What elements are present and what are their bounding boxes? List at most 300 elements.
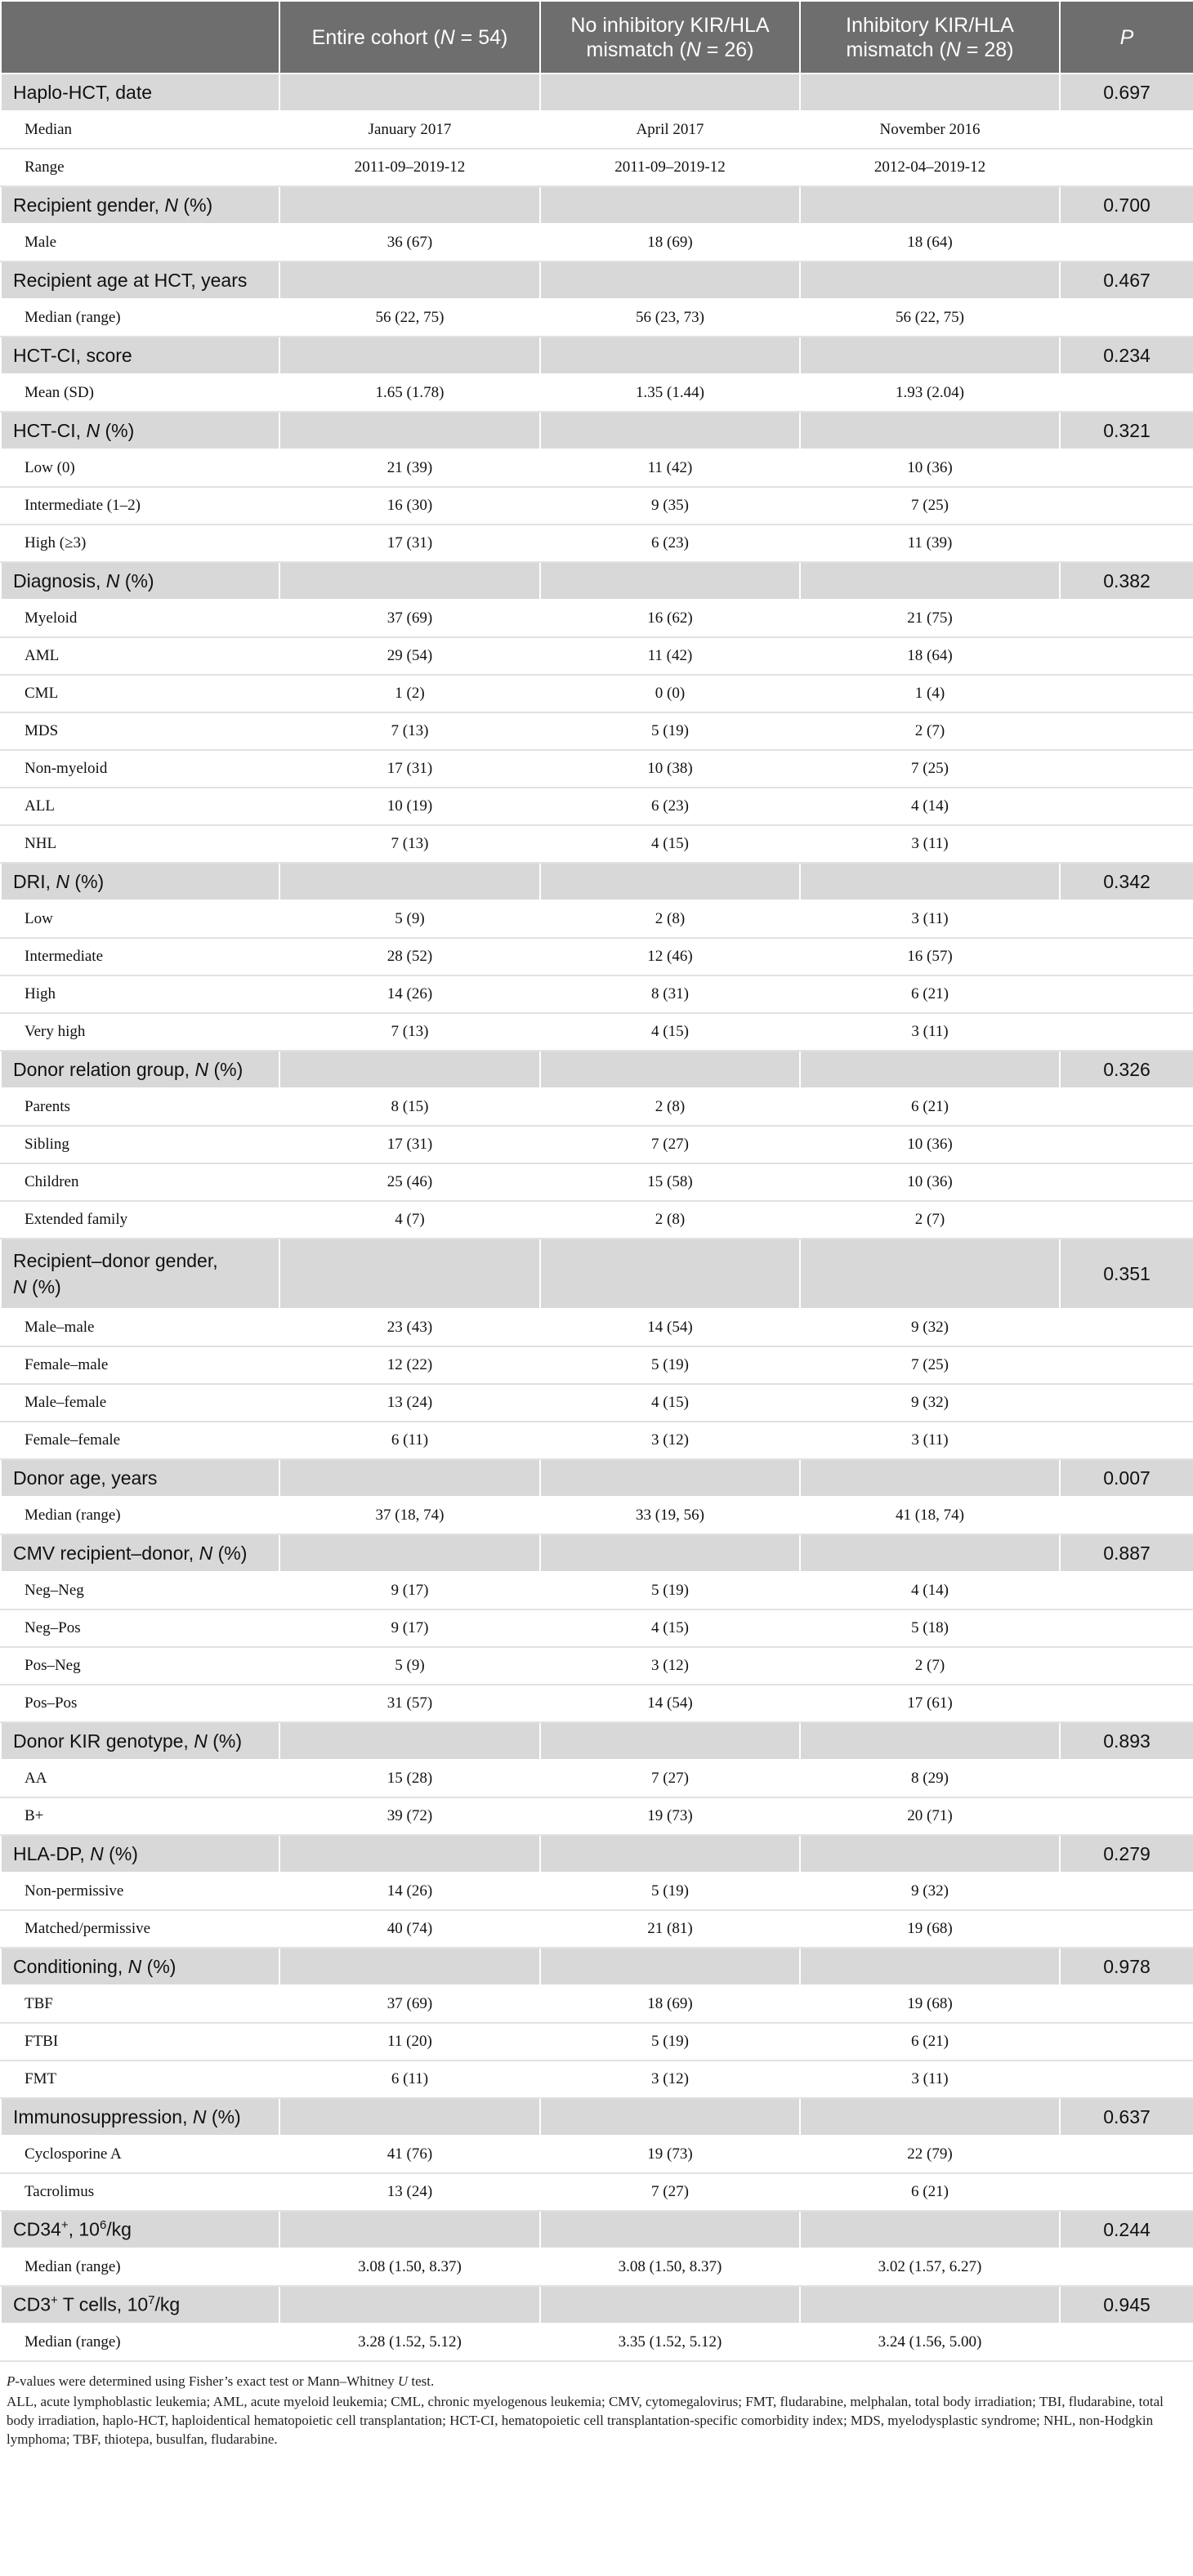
no-mismatch-value: 56 (23, 73) (540, 299, 800, 337)
entire-cohort-value: 13 (24) (279, 2173, 540, 2211)
no-mismatch-value: 7 (27) (540, 1760, 800, 1797)
entire-cohort-value: 1 (2) (279, 675, 540, 712)
section-label: Recipient gender, N (%) (1, 186, 279, 224)
entire-cohort-value: 9 (17) (279, 1572, 540, 1609)
section-label: Haplo-HCT, date (1, 74, 279, 111)
mismatch-value: 4 (14) (800, 1572, 1060, 1609)
table-row (1, 449, 1193, 487)
header-mismatch: Inhibitory KIR/HLA mismatch (N = 28) (800, 1, 1060, 74)
section-row (1, 863, 1193, 900)
p-value-empty (1060, 1163, 1193, 1201)
p-value-empty (1060, 2060, 1193, 2098)
entire-cohort-value: 10 (19) (279, 788, 540, 825)
mismatch-value: 1 (4) (800, 675, 1060, 712)
section-empty-cell (540, 2211, 800, 2248)
section-empty-cell (279, 1239, 540, 1309)
mismatch-value: 5 (18) (800, 1609, 1060, 1647)
p-value-empty (1060, 2023, 1193, 2060)
section-empty-cell (279, 1534, 540, 1572)
entire-cohort-value: 17 (31) (279, 525, 540, 562)
no-mismatch-value: 11 (42) (540, 637, 800, 675)
no-mismatch-value: 12 (46) (540, 938, 800, 975)
row-label: Median (1, 111, 279, 149)
p-value-empty (1060, 1346, 1193, 1384)
section-empty-cell (540, 1722, 800, 1760)
table-row (1, 1797, 1193, 1835)
section-empty-cell (800, 261, 1060, 299)
section-row (1, 1051, 1193, 1088)
section-empty-cell (800, 1534, 1060, 1572)
p-value-empty (1060, 825, 1193, 863)
entire-cohort-value: 39 (72) (279, 1797, 540, 1835)
section-label-part: /kg (154, 2293, 181, 2315)
table-row (1, 1013, 1193, 1051)
entire-cohort-value: 5 (9) (279, 900, 540, 938)
row-label: Cyclosporine A (1, 2136, 279, 2173)
section-empty-cell (800, 562, 1060, 600)
table-row (1, 2060, 1193, 2098)
p-value-empty (1060, 1309, 1193, 1346)
no-mismatch-value: 3.35 (1.52, 5.12) (540, 2324, 800, 2361)
section-empty-cell (540, 1835, 800, 1873)
italic-n: N (127, 1955, 142, 1977)
row-label: Intermediate (1–2) (1, 487, 279, 525)
entire-cohort-value: 17 (31) (279, 1126, 540, 1163)
italic-n: N (199, 1542, 213, 1564)
no-mismatch-value: 7 (27) (540, 1126, 800, 1163)
table-row (1, 1346, 1193, 1384)
row-label: Median (range) (1, 2324, 279, 2361)
table-row (1, 1985, 1193, 2023)
p-value: 0.382 (1060, 562, 1193, 600)
entire-cohort-value: 7 (13) (279, 825, 540, 863)
section-row (1, 2286, 1193, 2324)
mismatch-value: 4 (14) (800, 788, 1060, 825)
section-empty-cell (800, 1459, 1060, 1497)
entire-cohort-value: 1.65 (1.78) (279, 374, 540, 412)
p-value: 0.342 (1060, 863, 1193, 900)
section-row (1, 337, 1193, 374)
p-value-empty (1060, 712, 1193, 750)
p-value-empty (1060, 1013, 1193, 1051)
section-empty-cell (279, 261, 540, 299)
section-row (1, 186, 1193, 224)
section-row (1, 1948, 1193, 1985)
row-label: TBF (1, 1985, 279, 2023)
row-label: Male–male (1, 1309, 279, 1346)
p-value-empty (1060, 224, 1193, 261)
no-mismatch-value: 4 (15) (540, 1384, 800, 1422)
mismatch-value: 2 (7) (800, 1647, 1060, 1685)
section-empty-cell (540, 74, 800, 111)
mismatch-value: 6 (21) (800, 1088, 1060, 1126)
mismatch-value: 9 (32) (800, 1309, 1060, 1346)
table-row (1, 1497, 1193, 1534)
row-label: Very high (1, 1013, 279, 1051)
no-mismatch-value: 3 (12) (540, 1422, 800, 1459)
section-row (1, 1239, 1193, 1309)
italic-n: N (194, 1058, 209, 1080)
table-row (1, 1910, 1193, 1948)
section-empty-cell (279, 2211, 540, 2248)
p-value: 0.007 (1060, 1459, 1193, 1497)
table-row (1, 1647, 1193, 1685)
section-empty-cell (279, 1051, 540, 1088)
entire-cohort-value: 6 (11) (279, 2060, 540, 2098)
section-empty-cell (800, 186, 1060, 224)
row-label: ALL (1, 788, 279, 825)
header-empty-cell (1, 1, 279, 74)
mismatch-value: 3 (11) (800, 1013, 1060, 1051)
no-mismatch-value: 16 (62) (540, 600, 800, 637)
row-label: Myeloid (1, 600, 279, 637)
section-row (1, 261, 1193, 299)
table-row (1, 1163, 1193, 1201)
entire-cohort-value: 29 (54) (279, 637, 540, 675)
p-value-empty (1060, 1797, 1193, 1835)
italic-n: N (86, 419, 101, 441)
section-empty-cell (800, 1239, 1060, 1309)
p-value: 0.234 (1060, 337, 1193, 374)
mismatch-value: 2012-04–2019-12 (800, 149, 1060, 186)
no-mismatch-value: 14 (54) (540, 1309, 800, 1346)
row-label: AML (1, 637, 279, 675)
section-empty-cell (540, 1051, 800, 1088)
entire-cohort-value: 7 (13) (279, 712, 540, 750)
mismatch-value: 56 (22, 75) (800, 299, 1060, 337)
header-p-value: P (1060, 1, 1193, 74)
section-row (1, 2098, 1193, 2136)
row-label: Intermediate (1, 938, 279, 975)
entire-cohort-value: 28 (52) (279, 938, 540, 975)
section-label: Immunosuppression, N (%) (1, 2098, 279, 2136)
mismatch-value: November 2016 (800, 111, 1060, 149)
no-mismatch-value: 19 (73) (540, 1797, 800, 1835)
mismatch-value: 16 (57) (800, 938, 1060, 975)
mismatch-value: 10 (36) (800, 1126, 1060, 1163)
no-mismatch-value: 3 (12) (540, 1647, 800, 1685)
p-value: 0.279 (1060, 1835, 1193, 1873)
section-label: Donor KIR genotype, N (%) (1, 1722, 279, 1760)
p-value: 0.893 (1060, 1722, 1193, 1760)
p-value-empty (1060, 1760, 1193, 1797)
section-row (1, 1835, 1193, 1873)
row-label: CML (1, 675, 279, 712)
mismatch-value: 2 (7) (800, 1201, 1060, 1239)
section-empty-cell (800, 1722, 1060, 1760)
section-empty-cell (800, 2286, 1060, 2324)
row-label: Non-myeloid (1, 750, 279, 788)
mismatch-value: 3.24 (1.56, 5.00) (800, 2324, 1060, 2361)
entire-cohort-value: 8 (15) (279, 1088, 540, 1126)
no-mismatch-value: 19 (73) (540, 2136, 800, 2173)
no-mismatch-value: 5 (19) (540, 1346, 800, 1384)
mismatch-value: 18 (64) (800, 637, 1060, 675)
table-row (1, 1126, 1193, 1163)
p-value-empty (1060, 1985, 1193, 2023)
no-mismatch-value: 18 (69) (540, 1985, 800, 2023)
p-value-empty (1060, 2324, 1193, 2361)
mismatch-value: 1.93 (2.04) (800, 374, 1060, 412)
p-value-empty (1060, 1647, 1193, 1685)
mismatch-value: 11 (39) (800, 525, 1060, 562)
entire-cohort-value: 3.08 (1.50, 8.37) (279, 2248, 540, 2286)
p-value-empty (1060, 449, 1193, 487)
section-label: HCT-CI, N (%) (1, 412, 279, 449)
no-mismatch-value: 6 (23) (540, 525, 800, 562)
row-label: Non-permissive (1, 1873, 279, 1910)
entire-cohort-value: 31 (57) (279, 1685, 540, 1722)
p-value-empty (1060, 1873, 1193, 1910)
table-row (1, 2023, 1193, 2060)
section-empty-cell (800, 2098, 1060, 2136)
section-label: HCT-CI, score (1, 337, 279, 374)
section-empty-cell (800, 2211, 1060, 2248)
row-label: Range (1, 149, 279, 186)
section-empty-cell (540, 562, 800, 600)
mismatch-value: 8 (29) (800, 1760, 1060, 1797)
p-value-empty (1060, 1088, 1193, 1126)
row-label: B+ (1, 1797, 279, 1835)
p-value-empty (1060, 788, 1193, 825)
italic-n: N (56, 870, 70, 892)
section-empty-cell (279, 74, 540, 111)
no-mismatch-value: 9 (35) (540, 487, 800, 525)
table-row (1, 1572, 1193, 1609)
entire-cohort-value: 40 (74) (279, 1910, 540, 1948)
section-empty-cell (800, 1948, 1060, 1985)
section-label: Donor age, years (1, 1459, 279, 1497)
mismatch-value: 9 (32) (800, 1873, 1060, 1910)
row-label: Neg–Neg (1, 1572, 279, 1609)
section-empty-cell (279, 1835, 540, 1873)
p-value-empty (1060, 299, 1193, 337)
mismatch-value: 19 (68) (800, 1985, 1060, 2023)
p-value: 0.978 (1060, 1948, 1193, 1985)
row-label: FMT (1, 2060, 279, 2098)
no-mismatch-value: 7 (27) (540, 2173, 800, 2211)
table-row (1, 825, 1193, 863)
section-empty-cell (800, 412, 1060, 449)
table-row (1, 1760, 1193, 1797)
p-value-empty (1060, 149, 1193, 186)
no-mismatch-value: 0 (0) (540, 675, 800, 712)
table-row (1, 600, 1193, 637)
no-mismatch-value: 2011-09–2019-12 (540, 149, 800, 186)
row-label: Male–female (1, 1384, 279, 1422)
entire-cohort-value: January 2017 (279, 111, 540, 149)
no-mismatch-value: 18 (69) (540, 224, 800, 261)
row-label: Median (range) (1, 1497, 279, 1534)
entire-cohort-value: 13 (24) (279, 1384, 540, 1422)
no-mismatch-value: 10 (38) (540, 750, 800, 788)
section-empty-cell (540, 1459, 800, 1497)
section-empty-cell (279, 2098, 540, 2136)
row-label: High (≥3) (1, 525, 279, 562)
section-label-part: 7 (148, 2293, 155, 2308)
p-value-empty (1060, 2248, 1193, 2286)
header-no-mismatch: No inhibitory KIR/HLA mismatch (N = 26) (540, 1, 800, 74)
mismatch-value: 9 (32) (800, 1384, 1060, 1422)
section-label (1, 2211, 279, 2248)
section-empty-cell (540, 2286, 800, 2324)
section-label-line1: Recipient–donor gender, (13, 1250, 218, 1271)
row-label: NHL (1, 825, 279, 863)
entire-cohort-value: 56 (22, 75) (279, 299, 540, 337)
section-empty-cell (540, 337, 800, 374)
entire-cohort-value: 25 (46) (279, 1163, 540, 1201)
section-empty-cell (279, 412, 540, 449)
italic-n: N (192, 2105, 207, 2127)
mismatch-value: 7 (25) (800, 1346, 1060, 1384)
section-empty-cell (800, 1051, 1060, 1088)
row-label: Extended family (1, 1201, 279, 1239)
table-row (1, 374, 1193, 412)
p-value-empty (1060, 900, 1193, 938)
no-mismatch-value: 1.35 (1.44) (540, 374, 800, 412)
table-header-row (1, 1, 1193, 74)
table-row (1, 1609, 1193, 1647)
entire-cohort-value: 5 (9) (279, 1647, 540, 1685)
section-row (1, 562, 1193, 600)
table-row (1, 750, 1193, 788)
table-row (1, 938, 1193, 975)
section-label: DRI, N (%) (1, 863, 279, 900)
section-label: HLA-DP, N (%) (1, 1835, 279, 1873)
italic-n: N (13, 1276, 27, 1297)
section-empty-cell (540, 186, 800, 224)
mismatch-value: 20 (71) (800, 1797, 1060, 1835)
section-row (1, 74, 1193, 111)
no-mismatch-value: 4 (15) (540, 1609, 800, 1647)
p-value-empty (1060, 525, 1193, 562)
row-label: Tacrolimus (1, 2173, 279, 2211)
p-value-empty (1060, 675, 1193, 712)
no-mismatch-value: 2 (8) (540, 1201, 800, 1239)
table-row (1, 788, 1193, 825)
table-row (1, 1384, 1193, 1422)
p-value-empty (1060, 374, 1193, 412)
table-row (1, 149, 1193, 186)
italic-n: N (90, 1842, 104, 1864)
entire-cohort-value: 2011-09–2019-12 (279, 149, 540, 186)
p-value-empty (1060, 1609, 1193, 1647)
entire-cohort-value: 37 (69) (279, 600, 540, 637)
p-value: 0.945 (1060, 2286, 1193, 2324)
entire-cohort-value: 23 (43) (279, 1309, 540, 1346)
no-mismatch-value: 21 (81) (540, 1910, 800, 1948)
no-mismatch-value: 33 (19, 56) (540, 1497, 800, 1534)
p-value-empty (1060, 1201, 1193, 1239)
entire-cohort-value: 11 (20) (279, 2023, 540, 2060)
row-label: Male (1, 224, 279, 261)
table-row (1, 2136, 1193, 2173)
section-empty-cell (279, 2286, 540, 2324)
mismatch-value: 3 (11) (800, 900, 1060, 938)
table-row (1, 2173, 1193, 2211)
p-value-empty (1060, 1126, 1193, 1163)
section-label-line2: N (%) (13, 1276, 61, 1297)
section-empty-cell (279, 562, 540, 600)
p-value: 0.700 (1060, 186, 1193, 224)
mismatch-value: 3.02 (1.57, 6.27) (800, 2248, 1060, 2286)
entire-cohort-value: 4 (7) (279, 1201, 540, 1239)
entire-cohort-value: 9 (17) (279, 1609, 540, 1647)
entire-cohort-value: 17 (31) (279, 750, 540, 788)
section-empty-cell (279, 1459, 540, 1497)
no-mismatch-value: 15 (58) (540, 1163, 800, 1201)
section-empty-cell (540, 2098, 800, 2136)
mismatch-value: 41 (18, 74) (800, 1497, 1060, 1534)
no-mismatch-value: April 2017 (540, 111, 800, 149)
section-empty-cell (279, 863, 540, 900)
section-empty-cell (800, 863, 1060, 900)
section-label: Donor relation group, N (%) (1, 1051, 279, 1088)
section-empty-cell (540, 863, 800, 900)
p-value: 0.326 (1060, 1051, 1193, 1088)
entire-cohort-value: 21 (39) (279, 449, 540, 487)
row-label: Children (1, 1163, 279, 1201)
no-mismatch-value: 2 (8) (540, 1088, 800, 1126)
mismatch-value: 7 (25) (800, 487, 1060, 525)
mismatch-value: 6 (21) (800, 2023, 1060, 2060)
section-label-part: + (60, 2218, 69, 2233)
mismatch-value: 10 (36) (800, 449, 1060, 487)
table-row (1, 1422, 1193, 1459)
mismatch-value: 18 (64) (800, 224, 1060, 261)
table-row (1, 299, 1193, 337)
no-mismatch-value: 8 (31) (540, 975, 800, 1013)
mismatch-value: 19 (68) (800, 1910, 1060, 1948)
section-empty-cell (540, 1239, 800, 1309)
section-row (1, 1534, 1193, 1572)
section-empty-cell (800, 1835, 1060, 1873)
table-row (1, 487, 1193, 525)
no-mismatch-value: 5 (19) (540, 712, 800, 750)
section-label-part: T cells, 10 (57, 2293, 149, 2315)
table-row (1, 1201, 1193, 1239)
section-label-part: CD34 (13, 2218, 61, 2240)
section-label (1, 1239, 279, 1309)
section-empty-cell (279, 186, 540, 224)
no-mismatch-value: 3 (12) (540, 2060, 800, 2098)
section-label-part: /kg (106, 2218, 132, 2240)
p-value-empty (1060, 2136, 1193, 2173)
p-value-empty (1060, 2173, 1193, 2211)
entire-cohort-value: 7 (13) (279, 1013, 540, 1051)
table-row (1, 637, 1193, 675)
section-empty-cell (540, 261, 800, 299)
section-empty-cell (279, 1948, 540, 1985)
mismatch-value: 22 (79) (800, 2136, 1060, 2173)
row-label: AA (1, 1760, 279, 1797)
section-row (1, 2211, 1193, 2248)
p-value-empty (1060, 111, 1193, 149)
no-mismatch-value: 5 (19) (540, 1873, 800, 1910)
section-row (1, 1722, 1193, 1760)
row-label: Median (range) (1, 2248, 279, 2286)
table-row (1, 2324, 1193, 2361)
row-label: FTBI (1, 2023, 279, 2060)
table-body (1, 74, 1193, 2361)
p-value: 0.637 (1060, 2098, 1193, 2136)
mismatch-value: 6 (21) (800, 2173, 1060, 2211)
section-label-part: CD3 (13, 2293, 51, 2315)
row-label: Pos–Pos (1, 1685, 279, 1722)
header-entire-cohort: Entire cohort (N = 54) (279, 1, 540, 74)
p-value-empty (1060, 637, 1193, 675)
entire-cohort-value: 16 (30) (279, 487, 540, 525)
